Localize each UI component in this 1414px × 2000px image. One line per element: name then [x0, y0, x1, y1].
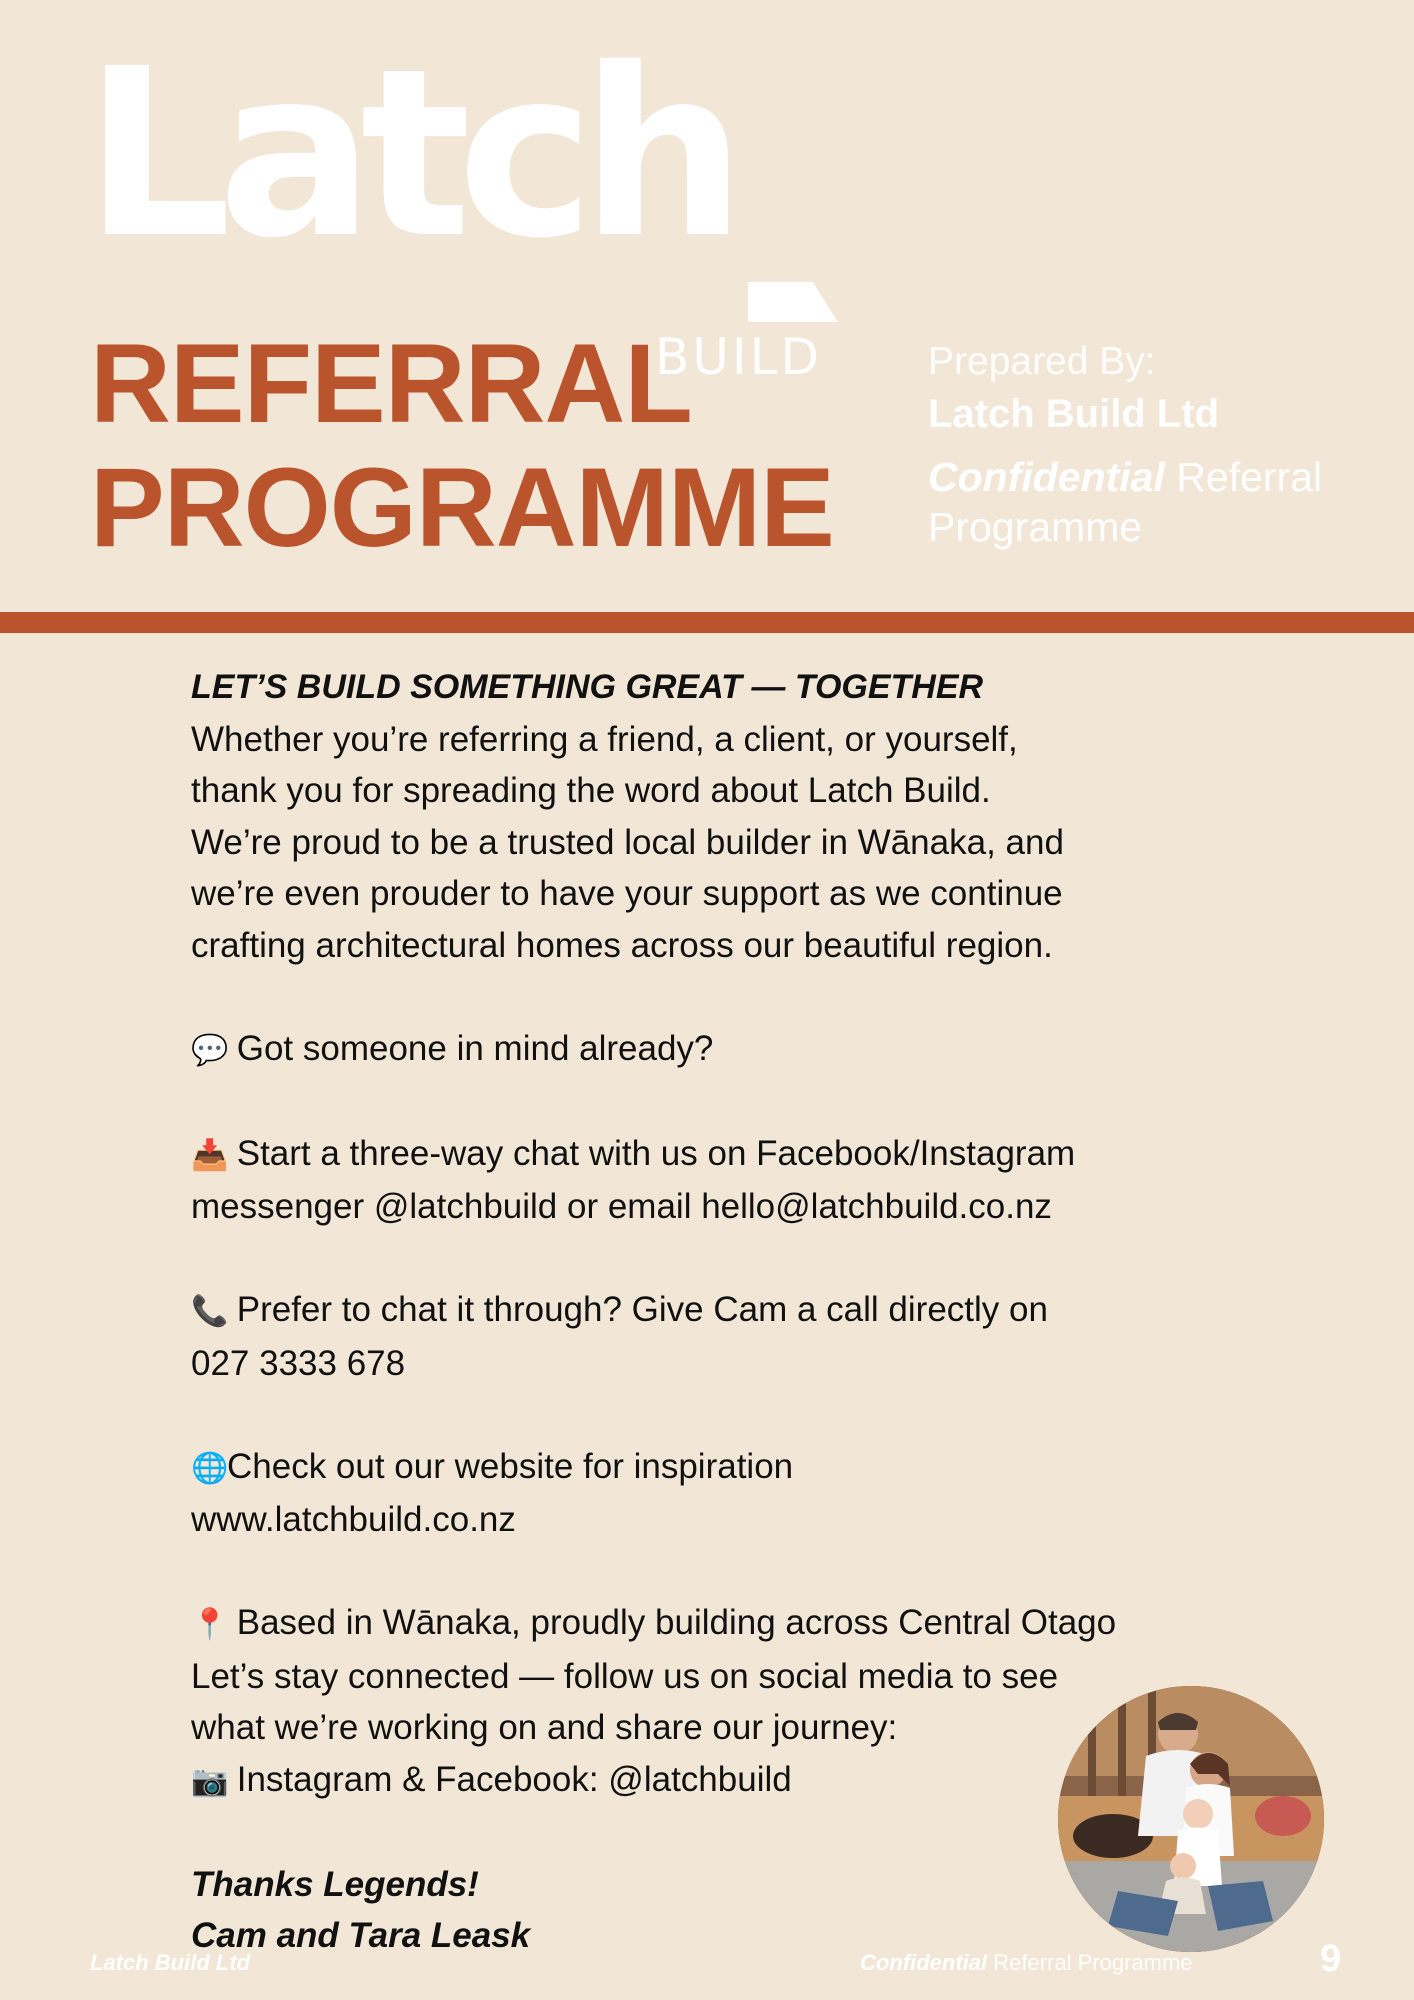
call-text: Prefer to chat it through? Give Cam a call directly on	[236, 1290, 1048, 1329]
footer-confidential-rest: Referral Programme	[993, 1950, 1193, 1975]
page-number: 9	[1320, 1938, 1342, 1980]
intro-line: Whether you’re referring a friend, a client, or yourself,	[191, 719, 1018, 759]
chat-text: Start a three-way chat with us on Facebook/Instagram	[236, 1133, 1076, 1173]
family-photo-illustration	[1058, 1686, 1324, 1952]
social-line: what we’re working on and share our journey:	[191, 1708, 898, 1747]
globe-icon: 🌐	[191, 1450, 229, 1486]
mind-text: Got someone in mind already?	[236, 1028, 714, 1068]
prepared-by-block	[928, 338, 1388, 552]
location-line	[191, 1597, 1231, 1651]
intro-line: crafting architectural homes across our beautiful region.	[191, 925, 1053, 965]
confidential-rest: Referral Programme	[928, 454, 1323, 550]
family-photo	[1058, 1686, 1324, 1952]
footer-company: Latch Build Ltd	[90, 1950, 251, 1975]
signoff-thanks: Thanks Legends!	[191, 1864, 479, 1904]
phone-number[interactable]: 027 3333 678	[191, 1343, 406, 1383]
prepared-by-label: Prepared By:	[928, 340, 1156, 383]
signoff-names: Cam and Tara Leask	[191, 1916, 531, 1955]
web-text: Check out our website for inspiration	[227, 1446, 794, 1486]
social-line: Let’s stay connected — follow us on social media to see	[191, 1656, 1059, 1696]
intro-line: we’re even prouder to have your support as we continue	[191, 874, 1063, 913]
inbox-tray-icon: 📥	[191, 1137, 229, 1173]
map-pin-icon: 📍	[191, 1607, 229, 1642]
prepared-by-company: Latch Build Ltd	[928, 392, 1220, 436]
confidential-word: Confidential	[928, 454, 1165, 500]
speech-bubble-icon: 💬	[191, 1032, 229, 1068]
intro-line: thank you for spreading the word about Latch Build.	[191, 771, 991, 810]
footer-confidential-word: Confidential	[860, 1950, 988, 1975]
social-handle-text[interactable]: Instagram & Facebook: @latchbuild	[236, 1759, 792, 1799]
logo-tab-shape	[748, 282, 838, 322]
website-link[interactable]: www.latchbuild.co.nz	[191, 1500, 516, 1539]
phone-icon: 📞	[191, 1294, 229, 1329]
logo-subtitle: BUILD	[655, 328, 823, 386]
mind-line	[191, 1023, 1231, 1077]
page-title	[90, 322, 834, 570]
chat-line	[191, 1128, 1231, 1182]
logo-wordmark: Latch	[84, 19, 732, 289]
intro-line: We’re proud to be a trusted local builder in Wānaka, and	[191, 822, 1064, 862]
call-line	[191, 1284, 1231, 1338]
section-heading: LET’S BUILD SOMETHING GREAT — TOGETHER	[191, 668, 984, 706]
location-text: Based in Wānaka, proudly building across Central Otago	[236, 1603, 1117, 1642]
title-line-2: PROGRAMME	[90, 445, 834, 570]
web-line	[191, 1441, 1231, 1495]
chat-contact-line[interactable]: messenger @latchbuild or email hello@latchbuild.co.nz	[191, 1187, 1052, 1226]
header-divider	[0, 612, 1414, 633]
title-line-1: REFERRAL	[90, 321, 692, 446]
confidential-label	[928, 452, 1388, 552]
camera-icon: 📷	[191, 1763, 229, 1799]
footer-confidential	[860, 1950, 1193, 1976]
